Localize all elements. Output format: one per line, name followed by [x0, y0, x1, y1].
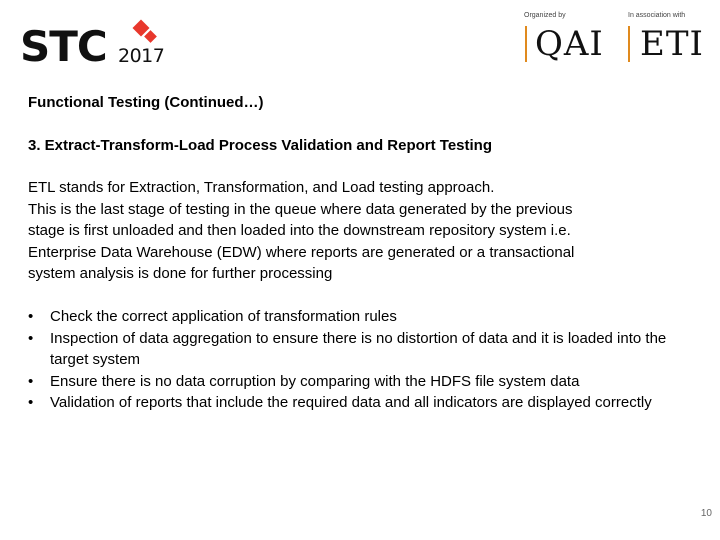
bullet-list	[28, 306, 698, 414]
list-item	[28, 306, 698, 328]
bullet-text: Check the correct application of transformation rules	[50, 307, 397, 325]
paragraph-line: stage is first unloaded and then loaded into the downstream repository system i.e.	[28, 222, 571, 240]
list-item	[28, 371, 698, 393]
paragraph-line: Enterprise Data Warehouse (EDW) where reports are generated or a transactional	[28, 243, 575, 261]
bullet-text: Inspection of data aggregation to ensure there is no distortion of data and it is loaded into the target system	[50, 329, 667, 369]
paragraph-line: ETL stands for Extraction, Transformation, and Load testing approach.	[28, 179, 495, 196]
etl-paragraph	[28, 177, 698, 285]
bullet-text: Validation of reports that include the required data and all indicators are displayed correctly	[50, 394, 652, 412]
stc-logo-letters: STC	[20, 22, 107, 71]
page-number: 10	[700, 508, 712, 519]
logo-diamond-small-icon	[144, 30, 157, 43]
qai-logo: QAI	[535, 24, 604, 64]
list-item	[28, 328, 698, 371]
slide-subtitle: Functional Testing (Continued…)	[28, 94, 264, 111]
stc-2017-logo	[20, 22, 180, 71]
bullet-icon: •	[28, 394, 34, 412]
stc-logo-year: 2017	[118, 45, 165, 67]
eti-logo-bar	[628, 26, 630, 62]
paragraph-line: This is the last stage of testing in the queue where data generated by the previous	[28, 200, 573, 218]
paragraph-line: system analysis is done for further processing	[28, 265, 333, 283]
bullet-icon: •	[28, 329, 34, 347]
bullet-text: Ensure there is no data corruption by comparing with the HDFS file system data	[50, 372, 580, 390]
bullet-icon: •	[28, 307, 34, 325]
qai-logo-bar	[525, 26, 527, 62]
slide-content	[28, 92, 698, 414]
list-item	[28, 392, 698, 414]
in-association-label: In association with	[628, 12, 686, 19]
slide-heading: 3. Extract-Transform-Load Process Validation and Report Testing	[28, 137, 492, 154]
organized-by-label: Organized by	[524, 12, 566, 19]
bullet-icon: •	[28, 372, 34, 390]
eti-logo: ETI	[640, 24, 704, 64]
